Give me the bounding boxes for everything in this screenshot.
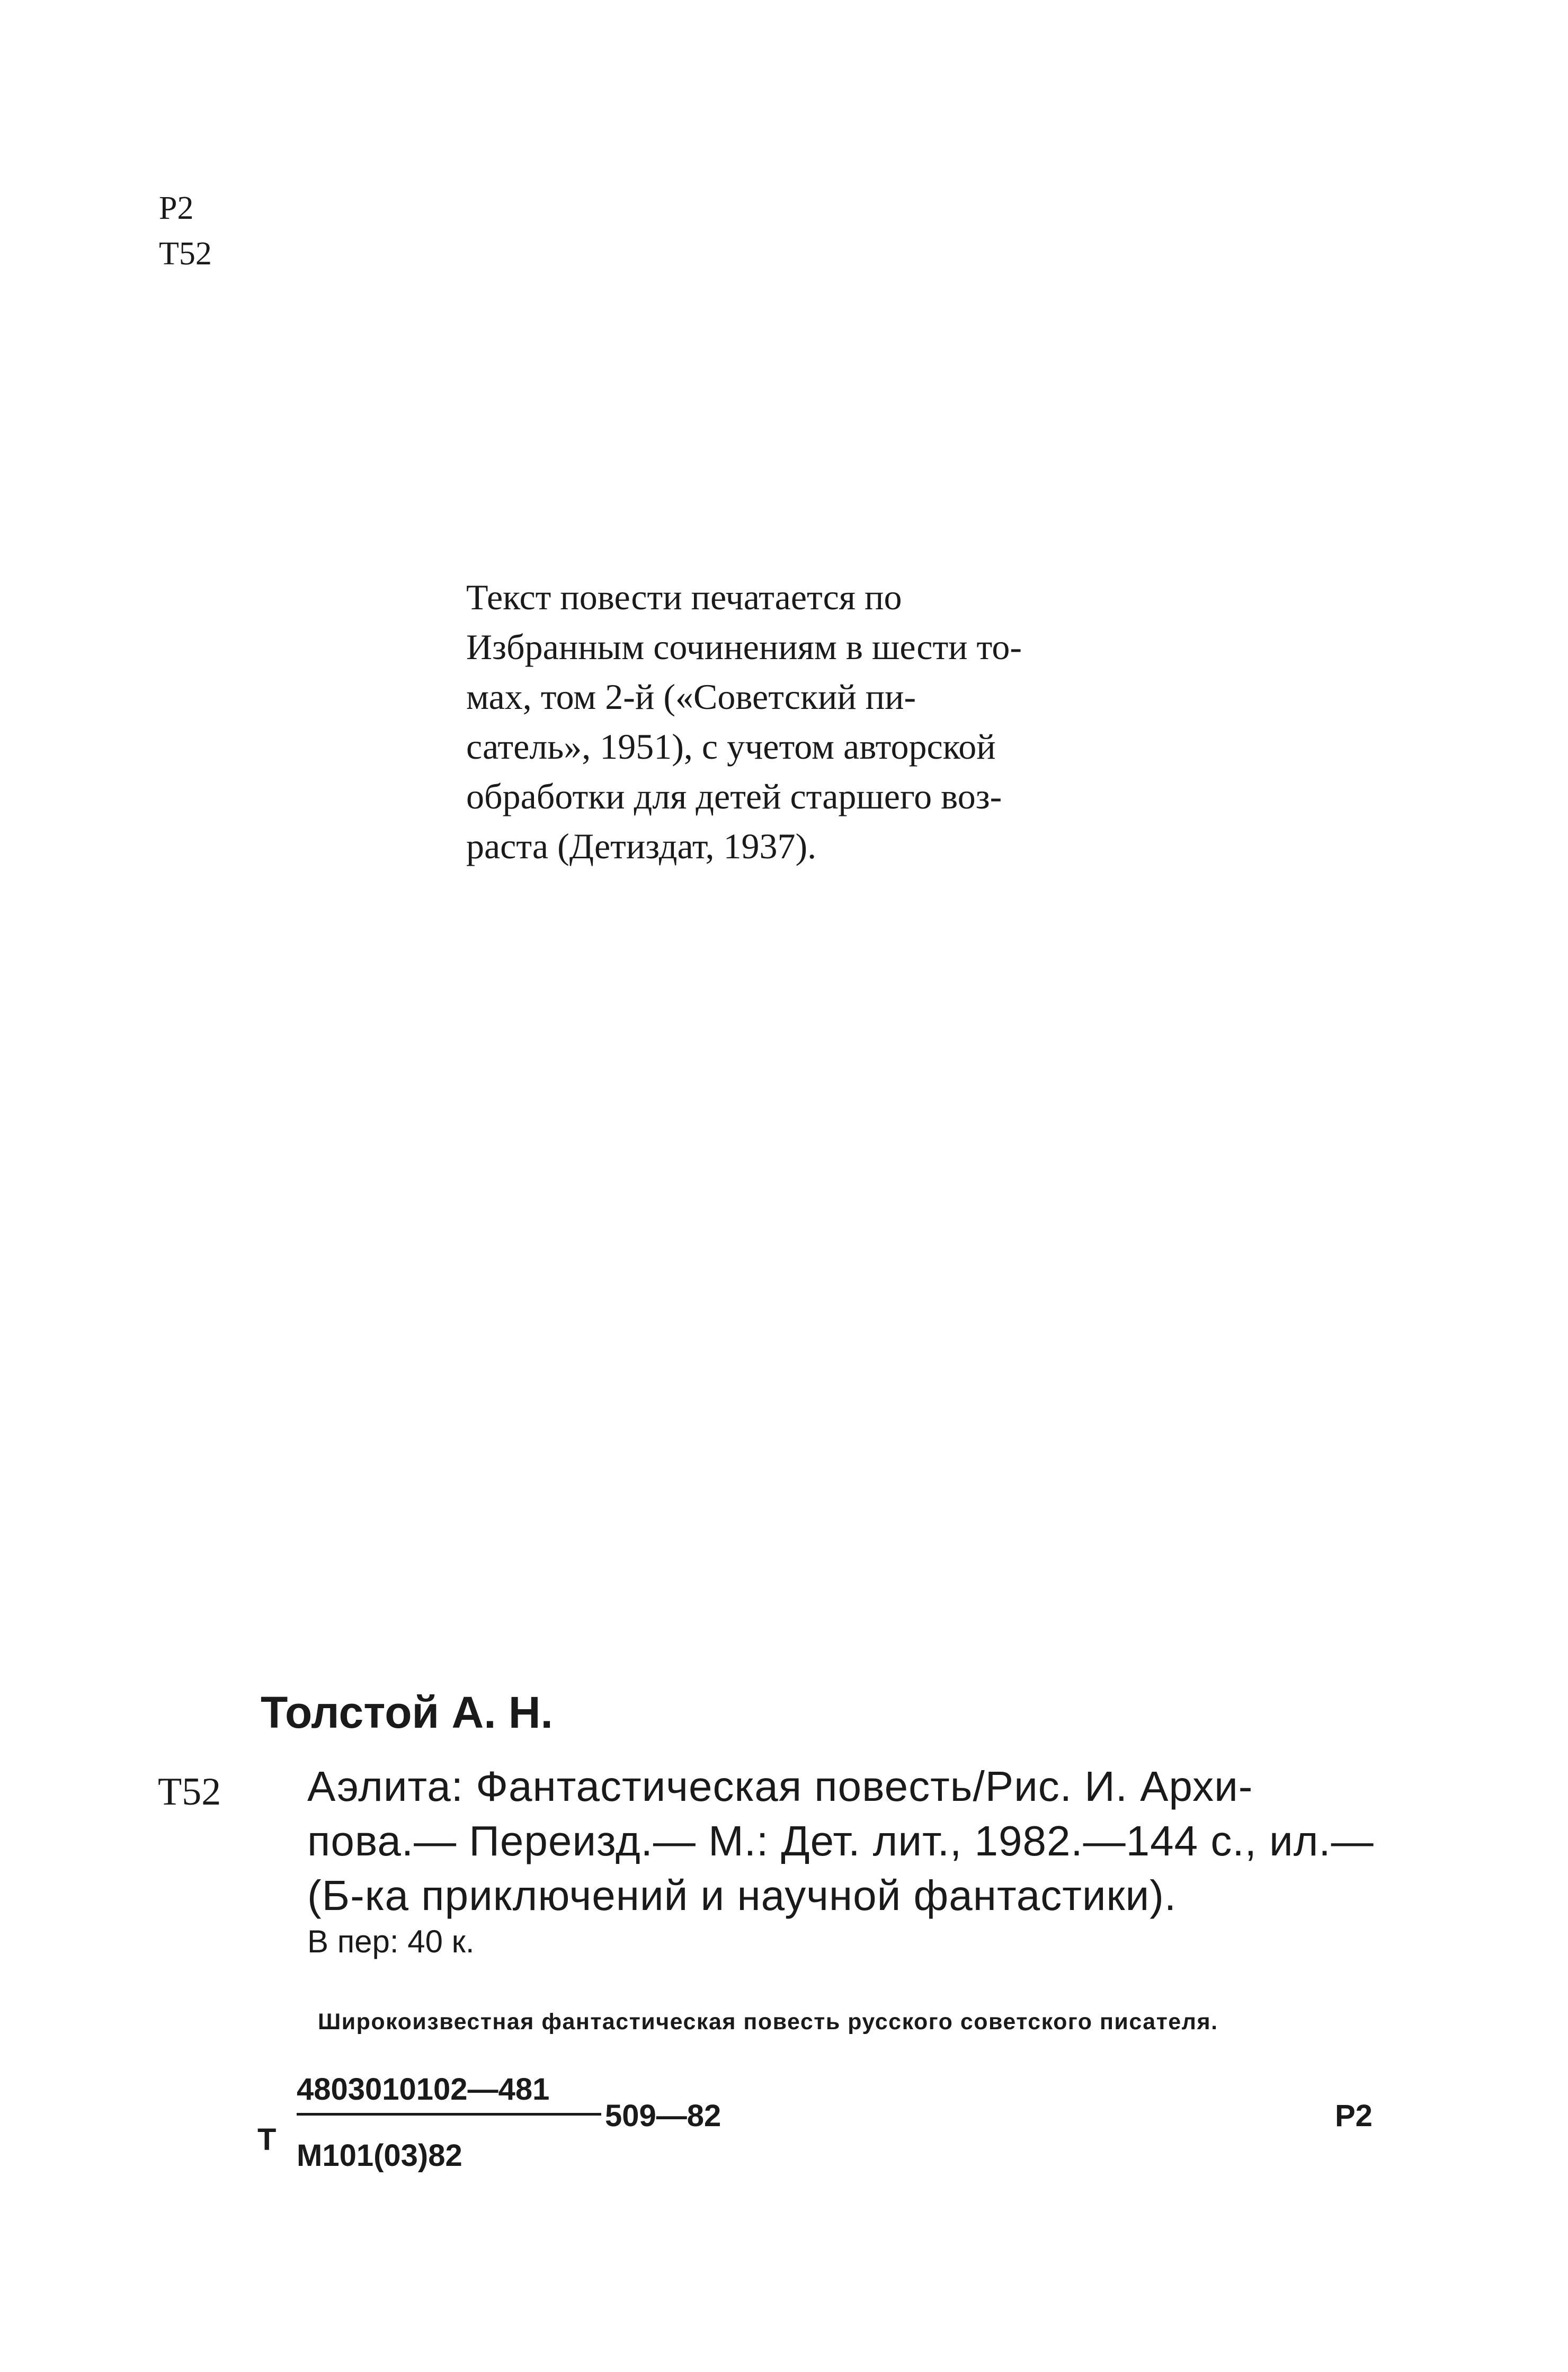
annotation: Широкоизвестная фантастическая повесть русского советского писателя. bbox=[318, 2009, 1218, 2035]
index-fraction-rule bbox=[297, 2113, 601, 2116]
note-line: Текст повести печатается по bbox=[466, 577, 902, 617]
index-numerator: 4803010102—481 bbox=[297, 2072, 550, 2107]
index-denominator: М101(03)82 bbox=[297, 2138, 462, 2173]
bbk-index-bottom: Р2 bbox=[1335, 2099, 1373, 2133]
author-name: Толстой А. Н. bbox=[261, 1687, 553, 1737]
note-line: обработки для детей старшего воз- bbox=[466, 776, 1002, 816]
price: В пер: 40 к. bbox=[307, 1924, 475, 1959]
index-suffix: 509—82 bbox=[605, 2099, 721, 2133]
note-line: Избранным сочинениям в шести то- bbox=[466, 627, 1022, 667]
note-line: сатель», 1951), с учетом авторской bbox=[466, 726, 996, 767]
author-sign-top: Т52 bbox=[159, 236, 212, 272]
bbk-index-top: Р2 bbox=[159, 190, 194, 226]
note-line: мах, том 2-й («Советский пи- bbox=[466, 677, 916, 717]
author-sign: Т52 bbox=[158, 1770, 221, 1814]
index-letter: Т bbox=[257, 2122, 277, 2157]
entry-line: (Б-ка приключений и научной фантастики). bbox=[307, 1872, 1177, 1919]
entry-line: Аэлита: Фантастическая повесть/Рис. И. Архи- bbox=[307, 1763, 1253, 1810]
note-line: раста (Детиздат, 1937). bbox=[466, 826, 817, 866]
entry-line: пова.— Переизд.— М.: Дет. лит., 1982.—144 с., ил.— bbox=[307, 1817, 1374, 1864]
